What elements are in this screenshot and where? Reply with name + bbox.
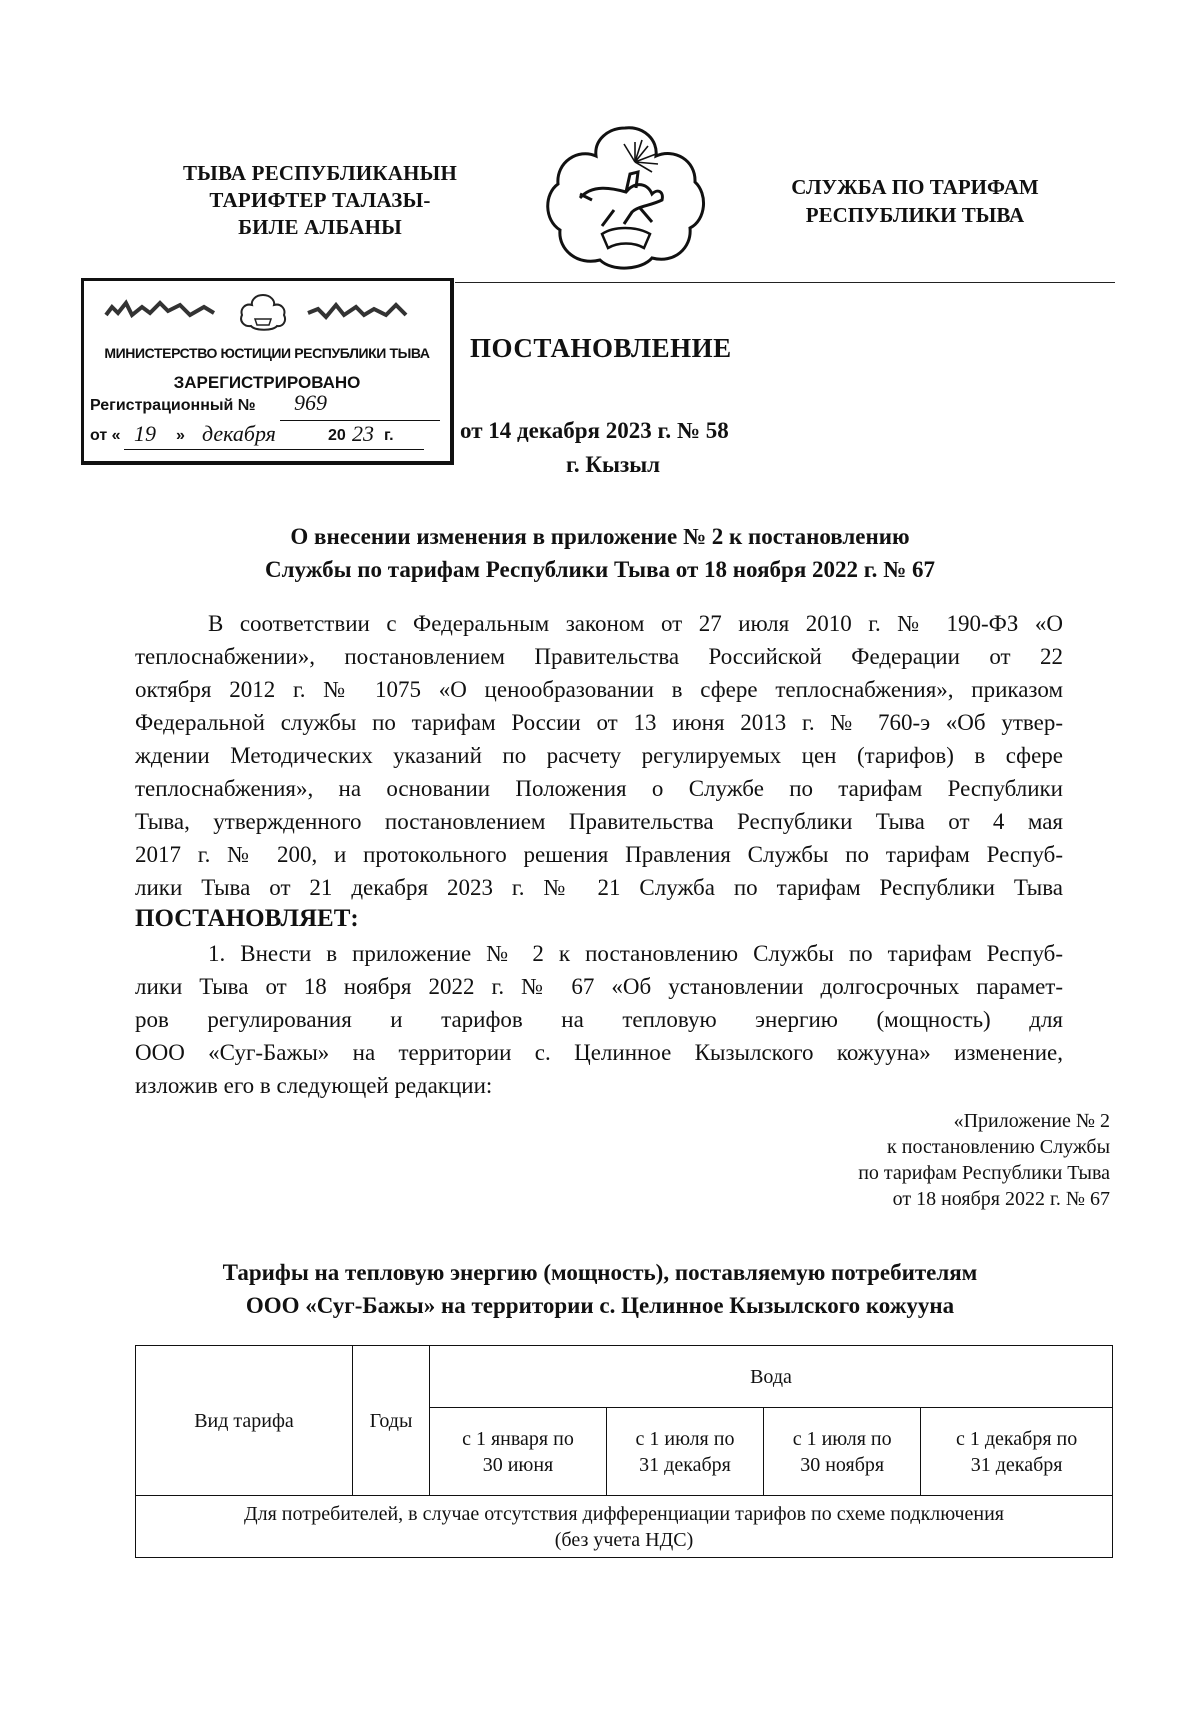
col-header-years: Годы (353, 1346, 430, 1496)
header-right-org (760, 173, 1070, 229)
stamp-year: 23 (352, 421, 374, 446)
subject-line: Службы по тарифам Республики Тыва от 18 ноября 2022 г. № 67 (265, 557, 935, 582)
body-line: октября 2012 г. № 1075 «О ценообразовании в сфере теплоснабжения», приказом (135, 677, 1063, 702)
header-left-line: ТАРИФТЕР ТАЛАЗЫ- (209, 188, 431, 212)
appendix-reference (700, 1108, 1110, 1212)
table-title-line: ООО «Суг-Бажы» на территории с. Целинное Кызылского кожууна (245, 1293, 955, 1318)
stamp-year-end: г. (384, 427, 394, 444)
stamp-date-underline (124, 449, 424, 450)
stamp-date-mid: » (176, 427, 185, 444)
body-line: лики Тыва от 18 ноября 2022 г. № 67 «Об установлении долгосрочных парамет- (135, 974, 1063, 999)
stamp-date-prefix: от « (90, 427, 121, 444)
document-type: ПОСТАНОВЛЕНИЕ (470, 333, 732, 363)
header-left-org (150, 160, 490, 241)
stamp-text-smudge-icon (306, 295, 416, 329)
stamp-emblem-icon (239, 293, 287, 331)
table-title-line: Тарифы на тепловую энергию (мощность), поставляемую потребителям (222, 1260, 978, 1285)
header-left-line: ТЫВА РЕСПУБЛИКАНЫН (182, 161, 458, 185)
resolves-word: ПОСТАНОВЛЯЕТ: (135, 905, 359, 932)
stamp-reg-number: 969 (294, 390, 327, 415)
table-title (120, 1256, 1080, 1322)
body-line: лики Тыва от 21 декабря 2023 г. № 21 Служба по тарифам Республики Тыва (135, 875, 1063, 900)
stamp-reg-label: Регистрационный № (90, 397, 256, 414)
body-line: 2017 г. № 200, и протокольного решения Правления Службы по тарифам Респуб- (135, 842, 1063, 867)
period-cell: с 1 декабря по 31 декабря (921, 1408, 1113, 1496)
period-cell: с 1 июля по 31 декабря (606, 1408, 763, 1496)
document-city: г. Кызыл (566, 452, 661, 477)
header-right-line: РЕСПУБЛИКИ ТЫВА (805, 203, 1025, 227)
period-cell: с 1 января по 30 июня (430, 1408, 607, 1496)
subject-line: О внесении изменения в приложение № 2 к постановлению (290, 524, 910, 549)
stamp-day: 19 (134, 421, 156, 446)
body-line: 1. Внести в приложение № 2 к постановлению Службы по тарифам Респуб- (208, 941, 1063, 966)
appendix-line: от 18 ноября 2022 г. № 67 (892, 1188, 1110, 1210)
stamp-year-prefix: 20 (328, 427, 346, 444)
stamp-text-smudge-icon (104, 295, 224, 329)
header-divider (455, 282, 1115, 283)
stamp-ministry: МИНИСТЕРСТВО ЮСТИЦИИ РЕСПУБЛИКИ ТЫВА (104, 345, 430, 361)
table-note-row (136, 1496, 1113, 1558)
appendix-line: к постановлению Службы (887, 1136, 1110, 1158)
registration-stamp (81, 278, 454, 465)
tuva-emblem-icon (540, 122, 710, 272)
body-line: В соответствии с Федеральным законом от 27 июля 2010 г. № 190-ФЗ «О (208, 611, 1063, 636)
body-line: теплоснабжении», постановлением Правительства Российской Федерации от 22 (135, 644, 1063, 669)
stamp-registered: ЗАРЕГИСТРИРОВАНО (173, 373, 361, 392)
appendix-line: по тарифам Республики Тыва (858, 1162, 1110, 1184)
table-note-line: (без учета НДС) (554, 1528, 694, 1551)
table-header-row (136, 1346, 1113, 1408)
appendix-line: «Приложение № 2 (953, 1110, 1110, 1132)
table-note-cell (136, 1496, 1113, 1558)
period-cell: с 1 июля по 30 ноября (764, 1408, 921, 1496)
body-line: изложив его в следующей редакции: (135, 1073, 493, 1098)
header-left-line: БИЛЕ АЛБАНЫ (238, 215, 402, 239)
body-line: ров регулирования и тарифов на тепловую энергию (мощность) для (135, 1007, 1063, 1032)
document-subject (150, 520, 1050, 586)
table-note-line: Для потребителей, в случае отсутствия дифференциации тарифов по схеме подключения (243, 1502, 1005, 1525)
col-header-tariff: Вид тарифа (136, 1346, 353, 1496)
body-line: ООО «Суг-Бажы» на территории с. Целинное Кызылского кожууна» изменение, (135, 1040, 1063, 1065)
body-line: Федеральной службы по тарифам России от 13 июня 2013 г. № 760-э «Об утвер- (135, 710, 1063, 735)
header-right-line: СЛУЖБА ПО ТАРИФАМ (791, 175, 1039, 199)
body-line: Тыва, утвержденного постановлением Правительства Республики Тыва от 4 мая (135, 809, 1063, 834)
tariff-table (135, 1345, 1113, 1558)
col-header-water: Вода (430, 1346, 1113, 1408)
body-line: теплоснабжения», на основании Положения о Службе по тарифам Республики (135, 776, 1063, 801)
body-line: ждении Методических указаний по расчету регулируемых цен (тарифов) в сфере (135, 743, 1063, 768)
document-date: от 14 декабря 2023 г. № 58 (460, 418, 729, 443)
stamp-month: декабря (202, 421, 276, 446)
